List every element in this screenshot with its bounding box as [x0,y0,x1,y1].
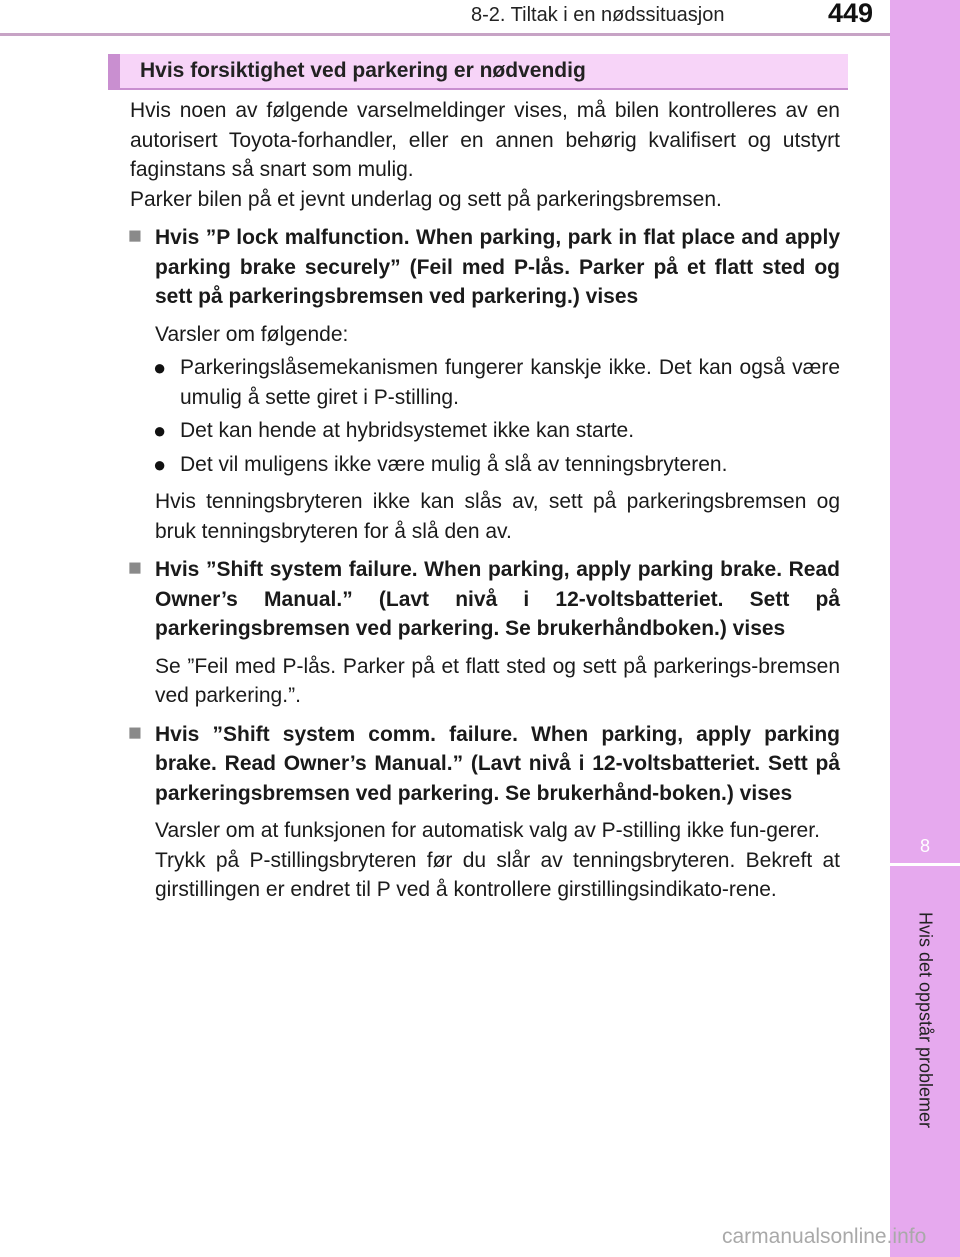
message-block [130,720,840,809]
round-bullet-icon: ● [153,451,167,477]
message-note: Hvis tenningsbryteren ikke kan slås av, sett på parkeringsbremsen og bruk tenningsbryteren for å slå den av. [155,490,840,543]
message-title: Hvis ”Shift system failure. When parking, apply parking brake. Read Owner’s Manual.” (Lavt nivå i 12-voltsbatteriet. Sett på parkeringsbremsen ved parkering. Se brukerhåndboken.) vises [155,558,840,640]
message-lead: Varsler om følgende: [155,322,349,346]
running-header: 8-2. Tiltak i en nødssituasjon [471,4,725,26]
intro-paragraph: Hvis noen av følgende varselmeldinger vises, må bilen kontrolleres av en autorisert Toyota-forhandler, eller en annen behørig kvalifisert og utstyrt faginstans så snart som mulig. [130,99,840,181]
section-heading-bar [108,54,848,90]
intro-paragraph: Parker bilen på et jevnt underlag og sett på parkeringsbremsen. [130,187,722,211]
list-item-text: Det vil muligens ikke være mulig å slå av tenningsbryteren. [180,452,728,476]
watermark-logo: carmanualsonline.info [722,1225,927,1248]
square-bullet-icon: ■ [128,554,142,580]
message-title: Hvis ”P lock malfunction. When parking, park in flat place and apply parking brake securely” (Feil med P-lås. Parker på et flatt sted og sett på parkeringsbremsen ved parkering.) vises [155,226,840,308]
message-block [130,223,840,312]
round-bullet-icon: ● [153,355,167,380]
list-item [155,450,840,480]
square-bullet-icon: ■ [128,222,142,248]
message-text: Trykk på P-stillingsbryteren før du slår av tenningsbryteren. Bekreft at girstillingen er endret til P ved å kontrollere girstillingsindikato-rene. [155,848,840,901]
chapter-title: Hvis det oppstår problemer [915,911,936,1129]
chapter-number: 8 [919,836,930,856]
list-item [155,416,840,446]
list-item-text: Parkeringslåsemekanismen fungerer kanskje ikke. Det kan også være umulig å sette giret i P-stilling. [180,356,840,409]
message-text: Se ”Feil med P-lås. Parker på et flatt sted og sett på parkerings-bremsen ved parkering.”. [155,654,840,707]
message-block [130,555,840,644]
section-title: Hvis forsiktighet ved parkering er nødvendig [140,59,586,82]
chapter-divider [890,863,960,866]
square-bullet-icon: ■ [128,718,142,745]
list-item [155,353,840,412]
list-item-text: Det kan hende at hybridsystemet ikke kan starte. [180,419,635,442]
page-number: 449 [828,0,874,28]
header-divider [0,33,890,36]
message-text: Varsler om at funksjonen for automatisk valg av P-stilling ikke fun-gerer. [155,819,820,842]
chapter-side-tab [890,0,960,1257]
round-bullet-icon: ● [153,418,167,443]
page-body [130,96,840,905]
message-title: Hvis ”Shift system comm. failure. When parking, apply parking brake. Read Owner’s Manual.” (Lavt nivå i 12-voltsbatteriet. Sett på parkeringsbremsen ved parkering. Se brukerhånd-boken.) vises [155,722,840,805]
